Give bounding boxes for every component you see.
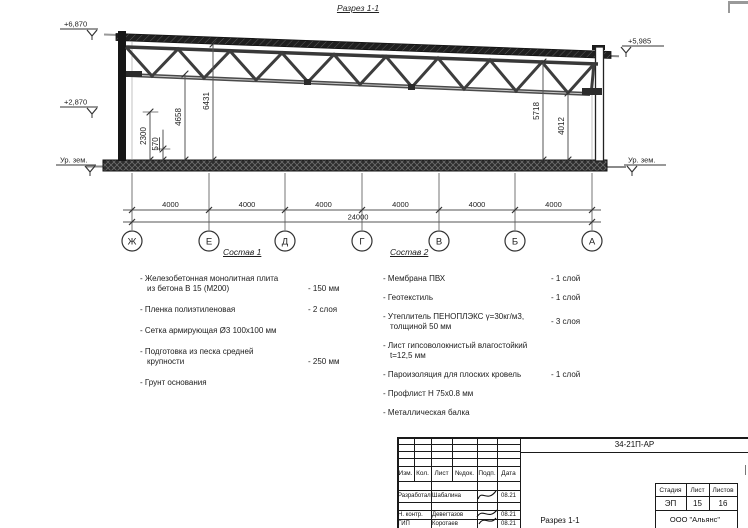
stamp-name: Девегтазов xyxy=(432,511,464,518)
dim-value: 4000 xyxy=(468,200,486,209)
stamp-date: 08.21 xyxy=(500,520,516,527)
signatures xyxy=(475,486,499,528)
signature-stroke xyxy=(479,518,496,524)
stamp-line xyxy=(397,458,520,459)
item-text: - Металлическая балка xyxy=(383,408,470,417)
item-text: - Пароизоляция для плоских кровель xyxy=(383,370,522,379)
composition-item xyxy=(383,341,633,361)
item-value: - 150 мм xyxy=(308,284,340,293)
stamp-line xyxy=(655,510,737,511)
composition-list-1 xyxy=(140,247,390,399)
stamp-line xyxy=(737,483,738,528)
dim-value: 4000 xyxy=(392,200,409,209)
stamp-role: ГИП xyxy=(398,520,410,527)
item-text: - Пленка полиэтиленовая xyxy=(140,305,236,314)
item-text: - Лист гипсоволокнистый влагостойкий xyxy=(383,341,528,350)
stamp-role: Н. контр. xyxy=(398,511,423,518)
stamp-header-izm: Изм. xyxy=(398,470,413,477)
stamp-header-data: Дата xyxy=(501,470,516,477)
dim-value: 4012 xyxy=(557,117,566,135)
signature-stroke xyxy=(478,491,496,499)
elevation-arrow xyxy=(87,30,97,36)
stamp-role: Разработал xyxy=(398,493,431,499)
axis-label: Ж xyxy=(127,236,137,248)
item-text: - Грунт основания xyxy=(140,378,207,387)
elevation-arrow xyxy=(87,108,97,114)
composition-item xyxy=(383,312,633,332)
stamp-line xyxy=(397,451,520,452)
sheets-header: Листов xyxy=(712,486,734,494)
item-text: - Профлист Н 75x0.8 мм xyxy=(383,389,474,398)
item-text: - Мембрана ПВХ xyxy=(383,274,446,283)
dim-value: 4000 xyxy=(545,200,562,209)
elevation-label: +2,870 xyxy=(64,97,88,107)
elevation-label: +6,870 xyxy=(64,19,88,29)
item-text: - Подготовка из песка средней xyxy=(140,347,254,356)
dim-value: 4000 xyxy=(162,200,179,209)
axis-label: В xyxy=(435,236,443,248)
elevation-arrow xyxy=(621,47,631,53)
dim-value: 4000 xyxy=(238,200,256,209)
item-text: - Сетка армирующая Ø3 100x100 мм xyxy=(140,326,277,335)
section-view-title: Разрез 1-1 xyxy=(336,3,380,13)
title-block xyxy=(397,437,748,528)
dim-value: 5718 xyxy=(532,102,541,120)
composition-item xyxy=(140,274,390,294)
signature-stroke xyxy=(477,510,497,517)
item-value: - 2 слоя xyxy=(308,305,338,314)
item-text: - Геотекстиль xyxy=(383,293,433,302)
composition-1-title: Состав 1 xyxy=(223,247,262,257)
item-value: - 250 мм xyxy=(308,357,340,366)
truss-plate xyxy=(408,84,415,90)
sheet-frame-tick xyxy=(745,465,746,475)
truss-plate xyxy=(304,79,311,85)
dim-total: 24000 xyxy=(347,212,369,222)
doc-code: 34-21П-АР xyxy=(614,440,655,449)
axis-label: Г xyxy=(359,236,365,248)
dim-value: 4000 xyxy=(315,200,332,209)
composition-item xyxy=(140,305,390,315)
composition-item xyxy=(383,389,633,399)
stamp-section-label: Разрез 1-1 xyxy=(540,515,580,525)
composition-item xyxy=(383,274,633,284)
item-text: - Утеплитель ПЕНОПЛЭКС γ=30кг/м3, xyxy=(383,312,525,321)
item-value: - 3 слоя xyxy=(551,317,581,326)
composition-item xyxy=(140,347,390,367)
left-column xyxy=(118,31,126,161)
axis-label: А xyxy=(588,236,596,248)
truss-plate xyxy=(582,88,602,95)
dim-value: 570 xyxy=(151,137,160,151)
truss-plate xyxy=(126,71,142,77)
stamp-header-list: Лист xyxy=(434,470,449,477)
elevation-label: +5,985 xyxy=(628,36,652,46)
section-drawing xyxy=(0,0,748,260)
stamp-line xyxy=(397,481,520,482)
composition-2-title: Состав 2 xyxy=(390,247,429,257)
company-name: ООО "Альянс" xyxy=(669,514,721,524)
axis-label: Б xyxy=(511,236,519,248)
stamp-header-ndok: №док. xyxy=(454,470,475,477)
dim-value: 2300 xyxy=(139,127,148,145)
stamp-name: Коротаев xyxy=(432,520,458,527)
item-value: - 1 слой xyxy=(551,293,581,302)
sheet-header: Лист xyxy=(690,486,705,494)
composition-item xyxy=(140,378,390,388)
stamp-date: 08.21 xyxy=(500,511,516,518)
stamp-line xyxy=(397,502,520,503)
stage-header: Стадия xyxy=(659,486,682,494)
elevation-label: Ур. зем. xyxy=(628,155,656,165)
dim-value: 6431 xyxy=(202,92,211,110)
composition-item xyxy=(140,326,390,336)
elevation-label: Ур. зем. xyxy=(60,155,88,165)
horizontal-dimensions xyxy=(123,173,601,230)
stamp-header-podp: Подп. xyxy=(478,470,496,477)
item-value: - 1 слой xyxy=(551,274,581,283)
item-text: из бетона В 15 (М200) xyxy=(147,284,230,293)
composition-item xyxy=(383,293,633,303)
elevation-arrow xyxy=(627,166,637,172)
composition-list-2 xyxy=(383,247,633,427)
item-text: толщиной 50 мм xyxy=(390,322,452,331)
stamp-line xyxy=(397,444,520,445)
composition-item xyxy=(383,408,633,418)
axis-label: Д xyxy=(281,236,289,248)
sheets-value: 16 xyxy=(718,498,728,508)
item-text: - Железобетонная монолитная плита xyxy=(140,274,279,283)
stamp-line xyxy=(520,452,748,453)
item-text: t=12,5 мм xyxy=(390,351,426,360)
axis-label: Е xyxy=(205,236,213,248)
stage-value: ЭП xyxy=(664,498,677,508)
floor-slab xyxy=(103,160,607,171)
stamp-name: Шабалина xyxy=(432,493,461,499)
stamp-header-kol: Кол. xyxy=(416,470,429,477)
composition-item xyxy=(383,370,633,380)
stamp-date: 08.21 xyxy=(500,493,516,499)
dim-value: 4658 xyxy=(174,108,183,126)
slab xyxy=(103,160,607,171)
item-value: - 1 слой xyxy=(551,370,581,379)
item-text: крупности xyxy=(147,357,185,366)
sheet-value: 15 xyxy=(693,498,702,508)
